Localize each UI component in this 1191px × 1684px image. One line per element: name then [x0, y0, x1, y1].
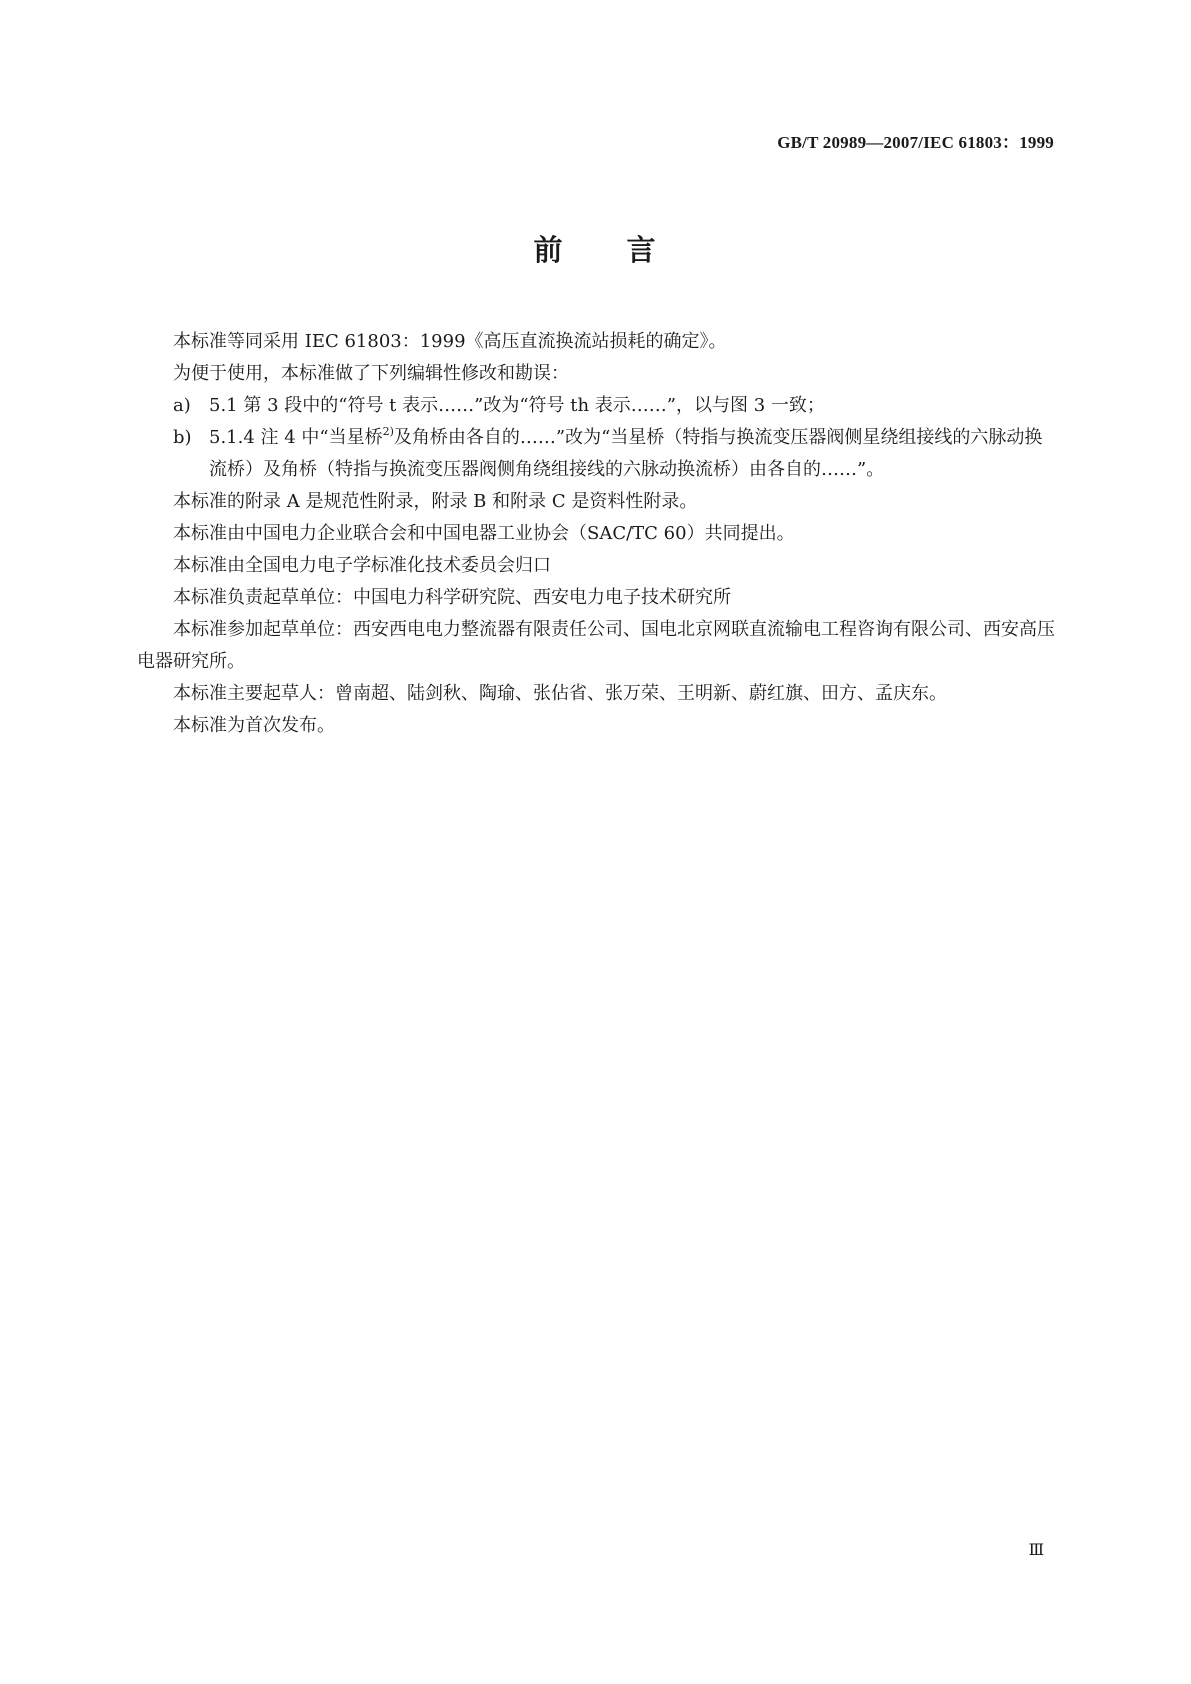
- list-item-a: [137, 390, 1055, 422]
- paragraph-committee: 本标准由全国电力电子学标准化技术委员会归口: [173, 555, 551, 576]
- paragraph-annexes: 本标准的附录 A 是规范性附录，附录 B 和附录 C 是资料性附录。: [173, 491, 698, 512]
- paragraph-lead-drafters: 本标准负责起草单位：中国电力科学研究院、西安电力电子技术研究所: [173, 587, 731, 608]
- page-title: [0, 228, 1191, 269]
- paragraph-modifications-intro: 为便于使用，本标准做了下列编辑性修改和勘误：: [173, 363, 569, 384]
- paragraph-drafters: 本标准主要起草人：曾南超、陆剑秋、陶瑜、张佔省、张万荣、王明新、蔚红旗、田方、孟庆东。: [173, 683, 947, 704]
- list-text-a: 5.1 第 3 段中的“符号 t 表示……”改为“符号 th 表示……”，以与图 3 一致；: [209, 395, 825, 416]
- list-text-b-post: 及角桥由各自的……”改为“当星桥（特指与换流变压器阀侧星绕组接线的六脉动换流桥）及角桥（特指与换流变压器阀侧角绕组接线的六脉动换流桥）由各自的……”。: [209, 427, 1043, 480]
- paragraph-first-issue: 本标准为首次发布。: [173, 715, 335, 736]
- title-char-2: 言: [626, 233, 658, 267]
- list-marker-b: b): [173, 427, 192, 448]
- standard-code: GB/T 20989—2007/IEC 61803：1999: [777, 133, 1054, 152]
- paragraph-participating-drafters: 本标准参加起草单位：西安西电电力整流器有限责任公司、国电北京网联直流输电工程咨询有限公司、西安高压电器研究所。: [137, 619, 1055, 672]
- list-text-b-pre: 5.1.4 注 4 中“当星桥: [209, 427, 383, 448]
- paragraph-proposer: 本标准由中国电力企业联合会和中国电器工业协会（SAC/TC 60）共同提出。: [173, 523, 795, 544]
- paragraph-adoption: 本标准等同采用 IEC 61803：1999《高压直流换流站损耗的确定》。: [173, 331, 727, 352]
- foreword-body: [137, 326, 1055, 742]
- footnote-ref: 2): [382, 425, 394, 438]
- list-text-b: [209, 422, 1055, 486]
- page-number: Ⅲ: [1028, 1540, 1043, 1559]
- list-item-b: [137, 422, 1055, 486]
- list-marker-a: a): [173, 395, 191, 416]
- title-char-1: 前: [533, 233, 565, 267]
